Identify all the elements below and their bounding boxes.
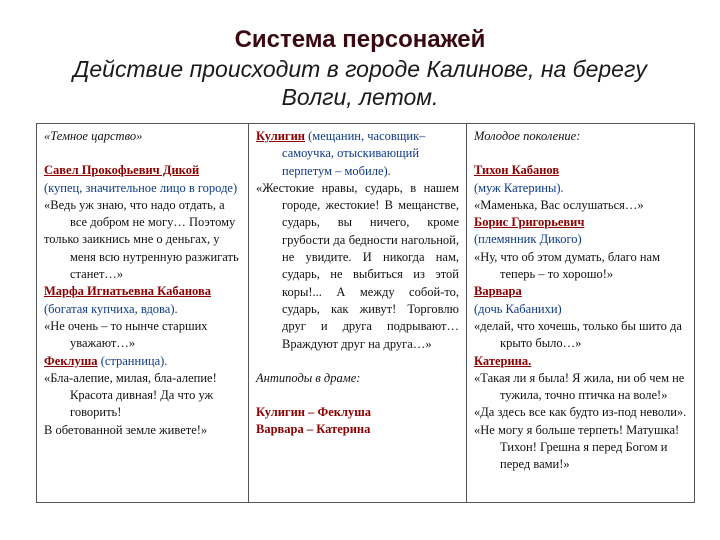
antipode-pair-2: Варвара – Катерина [256, 422, 371, 437]
character-name-varvara: Варвара [474, 284, 522, 299]
quote-tikhon: «Маменька, Вас ослушаться…» [474, 197, 644, 212]
character-desc-tikhon: (муж Катерины). [474, 180, 564, 195]
character-desc-kabanova: (богатая купчиха, вдова). [44, 301, 178, 316]
quote-dikoy: «Ведь уж знаю, что надо отдать, а все добром не могу… Поэтому [44, 197, 236, 230]
character-name-katerina: Катерина. [474, 353, 532, 368]
quote-katerina-2: «Да здесь все как будто из-под неволи». [474, 405, 687, 420]
slide-subtitle-line1: Действие происходит в городе Калинове, на берегу [73, 56, 647, 82]
quote-feklusha: «Бла-алепие, милая, бла-алепие! Красота дивная! Да что уж говорить! [44, 370, 217, 420]
column-header: «Темное царство» [44, 129, 143, 143]
character-desc-varvara: (дочь Кабанихи) [474, 301, 562, 316]
quote-boris: «Ну, что об этом думать, благо нам теперь – то хорошо!» [474, 249, 661, 282]
column-dark-kingdom [37, 124, 248, 502]
slide-title: Система персонажей [234, 26, 486, 53]
slide-subtitle-line2: Волги, летом. [281, 84, 439, 110]
antipode-pair-1: Кулигин – Феклуша [256, 405, 372, 420]
character-desc-dikoy: (купец, значительное лицо в городе) [44, 180, 238, 195]
character-name-tikhon: Тихон Кабанов [474, 163, 560, 178]
character-kuligin: Кулигин (мещанин, часовщик–самоучка, отыскивающий перпетум – мобиле). [256, 129, 426, 178]
antipodes-header: Антиподы в драме: [256, 370, 361, 385]
character-feklusha: Феклуша (странница). [44, 353, 168, 368]
quote-katerina-3: «Не могу я больше терпеть! Матушка! Тихон! Грешна я перед Богом и перед вами!» [474, 422, 680, 472]
column-young-generation [466, 124, 694, 502]
quote-kuligin: «Жестокие нравы, сударь, в нашем городе, жестокие! В мещанстве, сударь, вы ничего, кроме грубости да бедности нагольной, не увидите. И никогда нам, сударь, не выбиться из этой коры!... А между собой-то, сударь, как живут! Торговлю друг и друга подрывают… Враждуют друг на друга…» [256, 180, 459, 351]
character-desc-boris: (племянник Дикого) [474, 232, 582, 247]
characters-table [36, 123, 695, 503]
quote-katerina-1: «Такая ли я была! Я жила, ни об чем не тужила, точно птичка на воле!» [474, 370, 685, 403]
column-kuligin [248, 124, 466, 502]
column-header: Молодое поколение: [474, 129, 581, 143]
quote-dikoy-cont: только заикнись мне о деньгах, у меня всю нутренную разжигать станет…» [44, 232, 239, 282]
quote-varvara: «делай, что хочешь, только бы шито да крыто было…» [474, 318, 682, 351]
quote-kabanova: «Не очень – то нынче старших уважают…» [44, 318, 208, 351]
character-name-boris: Борис Григорьевич [474, 215, 585, 230]
quote-feklusha-cont: В обетованной земле живете!» [44, 422, 208, 437]
character-name-kabanova: Марфа Игнатьевна Кабанова [44, 284, 211, 299]
character-name-dikoy: Савел Прокофьевич Дикой [44, 163, 200, 178]
